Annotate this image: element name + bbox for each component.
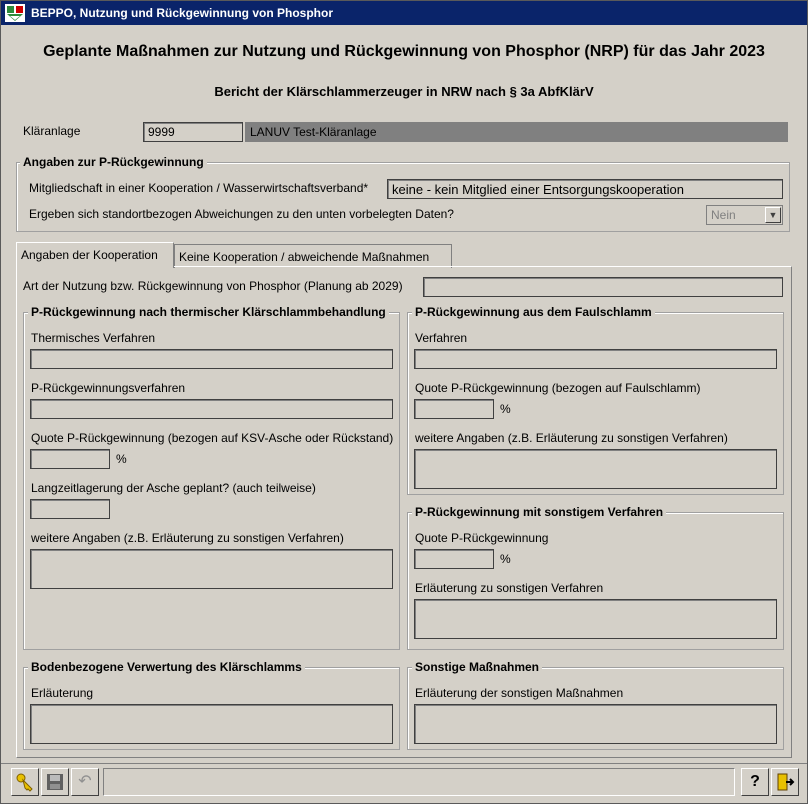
thermal-storage-field[interactable] — [30, 499, 110, 519]
membership-label: Mitgliedschaft in einer Kooperation / Wasserwirtschaftsverband* — [29, 181, 369, 195]
thermal-quota-label: Quote P-Rückgewinnung (bezogen auf KSV-Asche oder Rückstand) — [31, 431, 394, 445]
other-measures-explain-textarea[interactable] — [414, 704, 777, 744]
tab-cooperation[interactable]: Angaben der Kooperation — [16, 242, 174, 268]
deviation-label: Ergeben sich standortbezogen Abweichungen zu den unten vorbelegten Daten? — [29, 207, 454, 221]
digested-group-title: P-Rückgewinnung aus dem Faulschlamm — [412, 305, 655, 319]
plant-id-field[interactable]: 9999 — [143, 122, 243, 142]
other-process-quota-field[interactable] — [414, 549, 494, 569]
thermal-quota-field[interactable] — [30, 449, 110, 469]
digested-more-textarea[interactable] — [414, 449, 777, 489]
window-title: BEPPO, Nutzung und Rückgewinnung von Phosphor — [31, 6, 333, 20]
thermal-process-label: Thermisches Verfahren — [31, 331, 156, 345]
chevron-down-icon[interactable]: ▼ — [765, 207, 781, 223]
nrw-logo-icon — [5, 4, 25, 22]
thermal-group-title: P-Rückgewinnung nach thermischer Klärschlammbehandlung — [28, 305, 389, 319]
exit-button[interactable] — [771, 768, 799, 796]
other-process-quota-unit: % — [500, 552, 511, 566]
save-icon — [46, 773, 64, 791]
plant-label: Kläranlage — [23, 124, 81, 138]
other-process-group-title: P-Rückgewinnung mit sonstigem Verfahren — [412, 505, 666, 519]
digested-more-label: weitere Angaben (z.B. Erläuterung zu sonstigen Verfahren) — [415, 431, 728, 445]
digested-process-label: Verfahren — [415, 331, 468, 345]
page-subtitle: Bericht der Klärschlammerzeuger in NRW nach § 3a AbfKlärV — [214, 84, 594, 99]
status-field — [103, 768, 735, 796]
exit-icon — [775, 772, 795, 792]
other-process-quota-label: Quote P-Rückgewinnung — [415, 531, 549, 545]
thermal-quota-unit: % — [116, 452, 127, 466]
help-icon: ? — [750, 773, 760, 790]
digested-quota-unit: % — [500, 402, 511, 416]
other-measures-group-title: Sonstige Maßnahmen — [412, 660, 542, 674]
other-process-explain-label: Erläuterung zu sonstigen Verfahren — [415, 581, 604, 595]
deviation-select-value: Nein — [711, 208, 736, 222]
key-button[interactable] — [11, 768, 39, 796]
digested-process-field[interactable] — [414, 349, 777, 369]
membership-field[interactable]: keine - kein Mitglied einer Entsorgungskooperation — [387, 179, 783, 199]
digested-quota-field[interactable] — [414, 399, 494, 419]
other-process-explain-textarea[interactable] — [414, 599, 777, 639]
save-button[interactable] — [41, 768, 69, 796]
thermal-process-field[interactable] — [30, 349, 393, 369]
thermal-more-label: weitere Angaben (z.B. Erläuterung zu sonstigen Verfahren) — [31, 531, 344, 545]
digested-quota-label: Quote P-Rückgewinnung (bezogen auf Faulschlamm) — [415, 381, 701, 395]
tab-no-cooperation[interactable]: Keine Kooperation / abweichende Maßnahmen — [174, 244, 452, 268]
help-button[interactable] — [741, 768, 769, 796]
deviation-select[interactable] — [706, 205, 783, 225]
usage-field[interactable] — [423, 277, 783, 297]
plant-name-field: LANUV Test-Kläranlage — [245, 122, 788, 142]
thermal-recovery-label: P-Rückgewinnungsverfahren — [31, 381, 186, 395]
other-measures-explain-label: Erläuterung der sonstigen Maßnahmen — [415, 686, 624, 700]
soil-explain-textarea[interactable] — [30, 704, 393, 744]
undo-button[interactable] — [71, 768, 99, 796]
thermal-more-textarea[interactable] — [30, 549, 393, 589]
bottom-toolbar — [1, 763, 807, 803]
usage-label: Art der Nutzung bzw. Rückgewinnung von Phosphor (Planung ab 2029) — [23, 279, 403, 293]
undo-icon: ↶ — [78, 773, 92, 790]
p-recovery-group-title: Angaben zur P-Rückgewinnung — [20, 155, 207, 169]
page-title: Geplante Maßnahmen zur Nutzung und Rückgewinnung von Phosphor (NRP) für das Jahr 2023 — [43, 43, 765, 60]
thermal-recovery-field[interactable] — [30, 399, 393, 419]
key-icon — [15, 772, 35, 792]
thermal-storage-label: Langzeitlagerung der Asche geplant? (auch teilweise) — [31, 481, 316, 495]
soil-explain-label: Erläuterung — [31, 686, 94, 700]
title-bar — [1, 1, 807, 25]
soil-group-title: Bodenbezogene Verwertung des Klärschlamms — [28, 660, 305, 674]
